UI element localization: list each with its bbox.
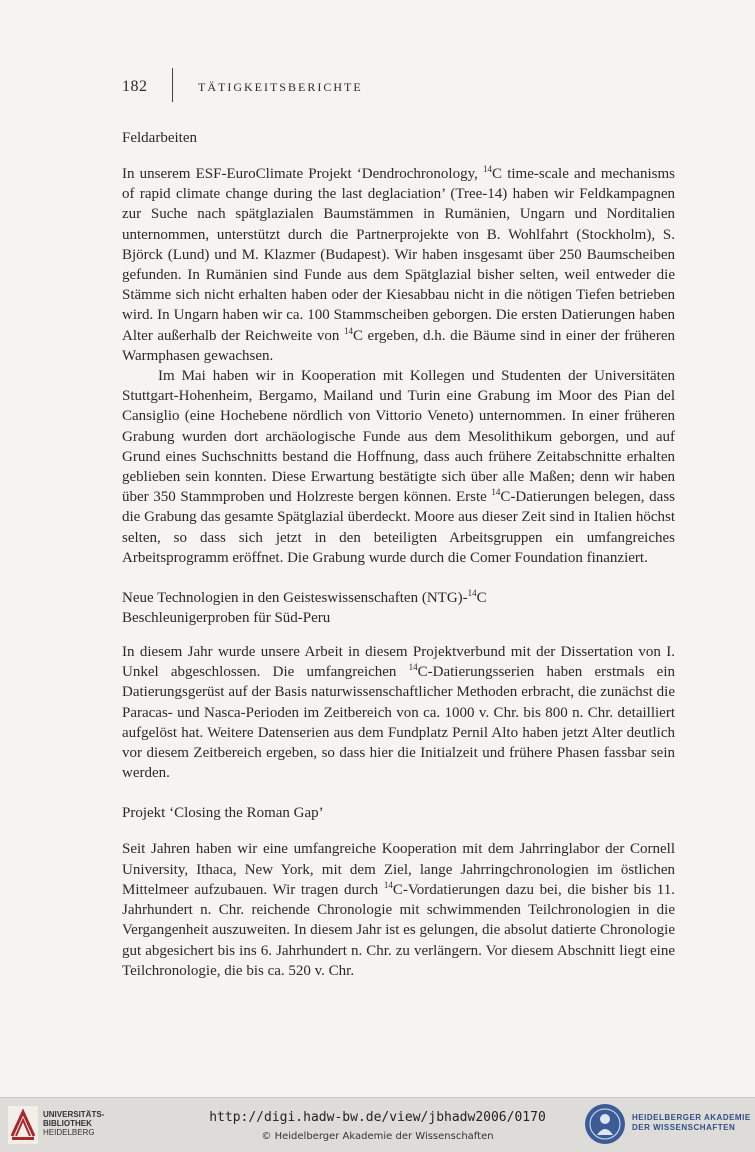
running-title: TÄTIGKEITSBERICHTE [198, 80, 363, 94]
page-number: 182 [122, 78, 148, 95]
copyright-notice: © Heidelberger Akademie der Wissenschaften [261, 1131, 494, 1142]
academy-name[interactable]: HEIDELBERGER AKADEMIE DER WISSENSCHAFTEN [632, 1113, 751, 1132]
section-heading-ntg: Neue Technologien in den Geisteswissenschaften (NTG)-$^{14}$C Beschleunigerproben für Süd-Peru [122, 588, 487, 627]
viewer-footer [0, 1097, 755, 1152]
section-heading-feldarbeiten: Feldarbeiten [122, 130, 197, 146]
paragraph: Im Mai haben wir in Kooperation mit Kollegen und Studenten der Universitäten Stuttgart-Hohenheim, Bergamo, Mailand und Turin eine Grabung im Moor des Pian del Cansiglio (eine Hochebene nördlich von Vittorio Veneto) unternommen. In einer früheren Grabung wurden dort archäologische Funde aus dem Mesolithikum geborgen, und auf Grund eines Suchschnitts bestand die Hoffnung, dass auch frühere Zeitabschnitte erhalten geblieben sein konnten. Diese Erwartung bestätigte sich über alle Maßen; denn wir haben über 350 Stammproben und Holzreste bergen können. Erste $^{14}$C-Datierungen belegen, dass die Grabung das gesamte Spätglazial überdeckt. Moore aus dieser Zeit sind in Italien höchst selten, so dass sich jetzt in den beteiligten Arbeitsgruppen ein umfangreiches Arbeitsprogramm eröffnet. Die Grabung wurde durch die Comer Foundation finanziert. [122, 368, 675, 566]
main-content [122, 128, 675, 981]
paragraph: Seit Jahren haben wir eine umfangreiche Kooperation mit dem Jahrringlabor der Cornell University, Ithaca, New York, mit dem Ziel, lange Jahrringchronologien im östlichen Mittelmeer aufzubauen. Wir tragen durch $^{14}$C-Vordatierungen dazu bei, die bisher bis 11. Jahrhundert n. Chr. reichende Chronologie mit schwimmenden Teilchronologien in die Vergangenheit auszuweiten. In diesem Jahr ist es gelungen, die absolut datierte Chronologie gut abgesichert bis ins 6. Jahrhundert n. Chr. zu verlängern. Vor diesem Abschnitt liegt eine Teilchronologie, die bis ca. 520 v. Chr. [122, 841, 675, 979]
library-name[interactable]: UNIVERSITÄTS- BIBLIOTHEK HEIDELBERG [43, 1110, 105, 1137]
paragraph: In diesem Jahr wurde unsere Arbeit in diesem Projektverbund mit der Dissertation von I. Unkel abgeschlossen. Die umfangreichen $^{14}$C-Datierungsserien haben erstmals ein Datierungsgerüst auf der Basis naturwissenschaftlicher Methoden erbracht, die zunächst die Paracas- und Nasca-Perioden im Zeitbereich von ca. 1000 v. Chr. bis 800 n. Chr. detailliert aufgelöst hat. Weitere Datenserien aus dem Fundplatz Pernil Alto haben jetzt Alter deutlich vor diesem Zeitbereich ergeben, so dass hier die Initialzeit und frühere Phasen fassbar sein werden. [122, 644, 675, 782]
header-divider [172, 68, 173, 102]
document-url-link[interactable]: http://digi.hadw-bw.de/view/jbhadw2006/0170 [209, 1110, 546, 1125]
section-heading-roman-gap: Projekt ‘Closing the Roman Gap’ [122, 805, 324, 822]
page-header [122, 78, 682, 100]
paragraph: In unserem ESF-EuroClimate Projekt ‘Dendrochronology, $^{14}$C time-scale and mechanisms of rapid climate change during the last deglaciation’ (Tree-14) haben wir Feldkampagnen zur Suche nach spätglazialen Baumstämmen in Rumänien, Ungarn und Norditalien unternommen, unterstützt durch die Partnerprojekte von B. Wohlfahrt (Stockholm), S. Björck (Lund) und M. Klazmer (Budapest). Wir haben insgesamt über 250 Baumscheiben gefunden. In Rumänien sind Funde aus dem Spätglazial bisher selten, weil entweder die Stämme sich nicht erhalten haben oder der Kiesabbau nicht in die nötigen Tiefen betrieben wird. In Ungarn haben wir ca. 100 Stammscheiben geborgen. Die ersten Datierungen haben Alter außerhalb der Reichweite von $^{14}$C ergeben, d.h. die Bäume sind in einer der früheren Warmphasen gewachsen. [122, 164, 675, 364]
academy-seal-icon[interactable] [584, 1103, 626, 1145]
